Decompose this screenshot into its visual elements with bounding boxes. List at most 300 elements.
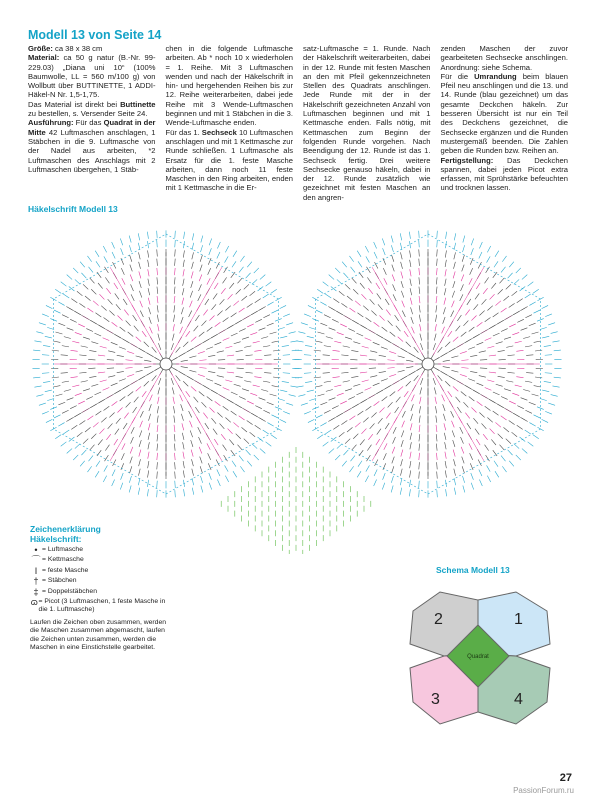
chart-stitch (211, 304, 216, 310)
chart-stitch (112, 470, 115, 476)
supplier-paragraph (28, 100, 156, 119)
chart-stitch (295, 377, 302, 378)
chart-stitch (233, 251, 237, 257)
chart-stitch (402, 311, 405, 317)
chart-stitch (33, 377, 40, 378)
chart-stitch (209, 407, 214, 412)
chart-stitch (280, 305, 286, 308)
chart-stitch (382, 327, 388, 331)
chart-stitch (445, 260, 446, 267)
chart-stitch (223, 338, 230, 341)
watermark: PassionForum.ru (513, 786, 574, 795)
chart-stitch (400, 243, 402, 250)
chart-stitch (363, 306, 368, 311)
schema-label-4: 4 (514, 691, 523, 708)
chart-stitch (198, 351, 205, 353)
chart-stitch (463, 476, 465, 483)
chart-stitch (340, 324, 347, 327)
chart-stitch (377, 293, 381, 299)
chart-stitch (469, 396, 475, 400)
chart-stitch (122, 278, 125, 284)
chart-stitch (80, 461, 85, 467)
chart-stitch (95, 411, 101, 415)
finishing-text: Das Deckchen spannen, dabei jeden Picot extra erfassen, mit Sprühstärke befeuchten und trocknen lassen. (440, 155, 568, 193)
chart-stitch (83, 439, 88, 444)
chart-stitch (392, 457, 394, 464)
chart-stitch (548, 323, 555, 325)
chart-stitch (369, 360, 376, 361)
chart-stitch (138, 252, 140, 259)
chart-stitch (148, 423, 150, 430)
chart-stitch (333, 350, 340, 351)
chart-stitch (56, 332, 63, 334)
chart-stitch (130, 265, 132, 272)
chart-stitch (533, 289, 539, 293)
chart-stitch (134, 397, 139, 403)
chart-stitch (357, 411, 363, 415)
chart-stitch (506, 346, 513, 347)
chart-stitch (264, 355, 271, 356)
chart-stitch (454, 262, 456, 269)
chart-stitch (184, 232, 185, 239)
chart-stitch (181, 404, 183, 411)
chart-stitch (172, 387, 174, 394)
chart-stitch (157, 305, 158, 312)
chart-stitch (239, 416, 245, 420)
chart-stitch (506, 381, 513, 382)
chart-stitch (445, 381, 450, 386)
chart-stitch (435, 324, 436, 331)
chart-stitch (148, 470, 149, 477)
chart-stitch (552, 341, 559, 342)
chart-stitch (71, 425, 77, 429)
chart-stitch (545, 355, 552, 356)
chart-stitch (94, 392, 101, 395)
chart-stitch (537, 319, 544, 322)
chart-stitch (157, 406, 158, 413)
chart-stitch (79, 355, 86, 356)
chart-stitch (70, 319, 77, 322)
chart-stitch (419, 315, 420, 322)
chart-stitch (463, 321, 468, 326)
chart-stitch (147, 480, 148, 487)
chart-stitch (144, 342, 149, 347)
chart-stitch (157, 240, 158, 247)
chart-stitch (334, 385, 341, 387)
chart-stitch (104, 465, 108, 471)
chart-stitch (335, 455, 340, 460)
chart-stitch (124, 413, 128, 419)
chart-stitch (240, 256, 244, 262)
chart-stitch (120, 396, 126, 400)
chart-stitch (131, 437, 134, 444)
chart-stitch (157, 296, 158, 303)
chart-stitch (64, 337, 71, 339)
chart-stitch (93, 301, 98, 306)
chart-stitch (385, 299, 389, 305)
chart-stitch (325, 430, 331, 434)
chart-stitch (263, 430, 269, 434)
chart-stitch (200, 255, 202, 262)
chart-stitch (400, 488, 401, 495)
chart-stitch (436, 444, 437, 451)
chart-stitch (487, 465, 491, 471)
chart-stitch (225, 346, 232, 348)
chart-stitch (374, 242, 377, 249)
chart-stitch (42, 373, 49, 374)
chart-stitch (316, 415, 322, 418)
chart-stitch (140, 411, 143, 417)
chart-stitch (501, 416, 507, 420)
chart-stitch (495, 251, 499, 257)
chart-stitch (420, 334, 422, 341)
chart-stitch (443, 307, 445, 314)
chart-stitch (378, 304, 383, 310)
chart-stitch (201, 236, 203, 243)
chart-stitch (225, 380, 232, 382)
chart-stitch (186, 391, 190, 397)
chart-stitch (255, 299, 261, 303)
text-column-3 (303, 44, 431, 202)
chart-stitch (174, 444, 175, 451)
chart-stitch (535, 350, 542, 351)
chart-stitch (46, 305, 52, 308)
chart-stitch (461, 284, 464, 291)
chart-stitch (63, 430, 69, 434)
chart-stitch (54, 415, 60, 418)
chart-stitch (175, 490, 176, 497)
chart-stitch (106, 434, 110, 440)
chart-stitch (461, 360, 468, 361)
chart-stitch (208, 371, 215, 372)
legend-label: = feste Masche (42, 566, 89, 574)
legend-row (30, 588, 170, 596)
chart-stitch (183, 342, 188, 347)
chart-stitch (445, 250, 446, 257)
chart-stitch (401, 430, 403, 437)
chart-stitch (468, 347, 475, 349)
chart-stitch (181, 360, 188, 361)
chart-stitch (323, 355, 330, 356)
chart-stitch (58, 423, 64, 427)
chart-stitch (112, 322, 118, 326)
chart-stitch (157, 481, 158, 488)
chart-stitch (411, 307, 413, 314)
chart-stitch (129, 245, 131, 252)
chart-stitch (463, 486, 465, 493)
chart-stitch (95, 313, 101, 317)
chart-stitch (495, 422, 500, 427)
chart-stitch (383, 473, 386, 480)
chart-stitch (120, 238, 122, 245)
chart-stitch (320, 423, 326, 427)
chart-stitch (392, 447, 395, 454)
chart-stitch (217, 479, 220, 486)
chart-stitch (339, 432, 345, 437)
chart-stitch (529, 323, 536, 326)
chart-stitch (42, 314, 49, 317)
chart-stitch (534, 310, 540, 313)
chart-stitch (374, 401, 380, 405)
chart-stitch (454, 459, 456, 466)
chart-stitch (228, 429, 233, 434)
chart-stitch (496, 342, 503, 344)
chart-stitch (508, 355, 515, 356)
chart-stitch (358, 461, 362, 467)
chart-stitch (414, 347, 419, 353)
chart-stitch (493, 411, 499, 415)
chart-stitch (67, 328, 74, 330)
chart-stitch (376, 283, 380, 289)
chart-stitch (107, 360, 114, 361)
chart-stitch (542, 336, 549, 338)
chart-stitch (357, 251, 361, 257)
chart-stitch (387, 368, 394, 369)
chart-stitch (419, 471, 420, 478)
chart-stitch (368, 434, 372, 440)
chart-stitch (307, 336, 314, 338)
chart-stitch (246, 450, 251, 455)
chart-stitch (502, 256, 506, 262)
chart-stitch (240, 466, 244, 472)
legend-label: = Picot (3 Luftmaschen, 1 feste Masche in die 1. Luftmasche) (38, 598, 166, 614)
chart-ray (110, 373, 161, 461)
chart-stitch (209, 473, 212, 480)
chart-stitch (239, 267, 243, 273)
chart-stitch (370, 299, 375, 304)
chart-stitch (420, 324, 421, 331)
chart-stitch (157, 259, 158, 266)
chart-stitch (91, 384, 98, 386)
chart-stitch (173, 406, 174, 413)
chart-stitch (148, 442, 149, 449)
chart-stitch (477, 322, 483, 326)
chart-stitch (359, 272, 363, 278)
chart-stitch (461, 274, 464, 281)
chart-stitch (366, 465, 370, 471)
chart-stitch (545, 314, 552, 317)
chart-stitch (85, 296, 91, 301)
chart-stitch (332, 406, 339, 409)
chart-stitch (551, 332, 558, 334)
chart-stitch (358, 261, 362, 267)
chart-stitch (254, 377, 261, 378)
chart-stitch (264, 373, 271, 374)
chart-stitch (105, 445, 109, 451)
chart-stitch (534, 386, 541, 387)
chart-stitch (487, 246, 490, 252)
chart-stitch (206, 379, 213, 381)
chart-stitch (396, 397, 401, 403)
chart-stitch (317, 289, 323, 293)
chart-stitch (371, 311, 376, 316)
chart-stitch (411, 327, 414, 334)
slip-stitch-icon: ⌒ (31, 555, 41, 566)
chart-stitch (105, 277, 109, 283)
chart-stitch (477, 342, 484, 345)
chart-stitch (130, 274, 133, 281)
chart-stitch (138, 233, 139, 240)
chart-stitch (227, 355, 234, 356)
chart-stitch (220, 423, 225, 428)
chart-stitch (379, 371, 386, 372)
chart-stitch (200, 265, 202, 272)
schema-center-label: Quadrat (467, 654, 489, 660)
chart-stitch (131, 284, 134, 291)
picot-icon: ɷ (30, 597, 38, 608)
chart-stitch (420, 343, 422, 350)
chart-stitch (83, 389, 90, 391)
chart-stitch (225, 465, 229, 471)
chart-stitch (61, 355, 68, 356)
chart-stitch (286, 323, 293, 325)
chart-stitch (508, 273, 513, 278)
chart-stitch (198, 374, 205, 376)
chart-stitch (475, 293, 479, 299)
chart-stitch (545, 411, 552, 414)
chart-stitch (534, 341, 541, 342)
chart-stitch (453, 386, 458, 391)
chart-stitch (489, 372, 496, 373)
chart-stitch (157, 425, 158, 432)
chart-stitch (379, 315, 384, 320)
chart-stitch (234, 384, 241, 386)
chart-stitch (508, 450, 513, 455)
chart-stitch (205, 299, 209, 305)
chart-stitch (479, 252, 482, 258)
chart-stitch (392, 274, 395, 281)
chart-stitch (483, 434, 487, 440)
chart-stitch (119, 379, 126, 381)
chart-stitch (263, 381, 270, 382)
chart-stitch (326, 390, 333, 392)
chart-stitch (515, 341, 522, 343)
chart-stitch (134, 326, 139, 332)
chart-stitch (509, 461, 514, 467)
chart-stitch (194, 397, 199, 403)
chart-stitch (158, 387, 160, 394)
chart-stitch (516, 455, 521, 460)
chart-stitch (469, 278, 472, 284)
chart-stitch (436, 434, 437, 441)
chart-stitch (62, 315, 69, 318)
chart-stitch (42, 411, 49, 414)
chart-stitch (342, 461, 347, 467)
chart-stitch (201, 402, 206, 407)
chart-stitch (39, 323, 46, 325)
chart-stitch (215, 401, 221, 405)
chart-stitch (419, 416, 420, 423)
chart-stitch (436, 287, 437, 294)
chart-ray (433, 267, 484, 355)
legend-row (30, 598, 170, 615)
chart-stitch (304, 314, 311, 317)
chart-stitch (516, 350, 523, 351)
chart-stitch (47, 399, 54, 401)
chart-stitch (211, 418, 216, 424)
chart-stitch (78, 401, 85, 404)
chart-stitch (378, 418, 383, 424)
chart-stitch (382, 396, 388, 400)
chart-stitch (215, 383, 222, 386)
chart-stitch (396, 326, 401, 332)
chart-stitch (446, 232, 447, 239)
chart-stitch (182, 298, 184, 305)
chart-stitch (58, 323, 65, 326)
chart-stitch (255, 319, 262, 322)
chart-stitch (395, 407, 399, 413)
chart-stitch (443, 317, 445, 324)
chart-stitch (323, 282, 329, 286)
chart-stitch (207, 396, 213, 400)
chart-stitch (213, 293, 217, 299)
chart-stitch (419, 425, 420, 432)
chart-stitch (174, 425, 175, 432)
chart-stitch (345, 439, 350, 444)
chart-stitch (200, 457, 202, 464)
chart-stitch (191, 337, 196, 342)
chart-stitch (309, 327, 316, 329)
chart-stitch (244, 284, 249, 289)
chart-stitch (46, 419, 52, 422)
chart-stitch (173, 397, 174, 404)
chart-stitch (542, 390, 549, 392)
chart-stitch (52, 377, 59, 378)
chart-stitch (207, 278, 210, 284)
chart-stitch (174, 416, 175, 423)
chart-stitch (509, 401, 516, 404)
chart-stitch (98, 439, 103, 445)
chart-stitch (157, 444, 158, 451)
chart-stitch (506, 284, 511, 289)
chart-stitch (126, 402, 131, 407)
chart-stitch (109, 311, 114, 316)
chart-stitch (282, 381, 289, 382)
chart-stitch (171, 343, 173, 350)
chart-stitch (462, 466, 464, 473)
chart-stitch (55, 435, 61, 439)
chart-stitch (461, 437, 464, 444)
chart-stitch (509, 324, 516, 327)
chart-stitch (368, 288, 372, 294)
chart-stitch (470, 268, 473, 275)
chart-stitch (236, 434, 241, 439)
chart-stitch (33, 350, 40, 351)
schema-label-3: 3 (431, 691, 440, 708)
chart-stitch (516, 377, 523, 378)
chart-stitch (208, 463, 211, 470)
chart-stitch (471, 248, 474, 255)
chart-stitch (387, 360, 394, 361)
chart-stitch (551, 395, 558, 397)
chart-stitch (500, 445, 505, 450)
chart-stitch (98, 283, 103, 289)
chart-stitch (158, 334, 160, 341)
chart-stitch (374, 322, 380, 326)
chart-stitch (498, 350, 505, 351)
chart-stitch (266, 442, 272, 446)
chart-stitch (208, 258, 211, 265)
chart-stitch (183, 470, 184, 477)
chart-stitch (109, 413, 114, 418)
chart-stitch (349, 256, 353, 262)
chart-stitch (367, 445, 371, 451)
chart-stitch (462, 457, 464, 464)
legend-row (30, 577, 170, 585)
chart-stitch (43, 381, 50, 382)
chart-stitch (435, 397, 436, 404)
chart-stitch (485, 445, 489, 451)
